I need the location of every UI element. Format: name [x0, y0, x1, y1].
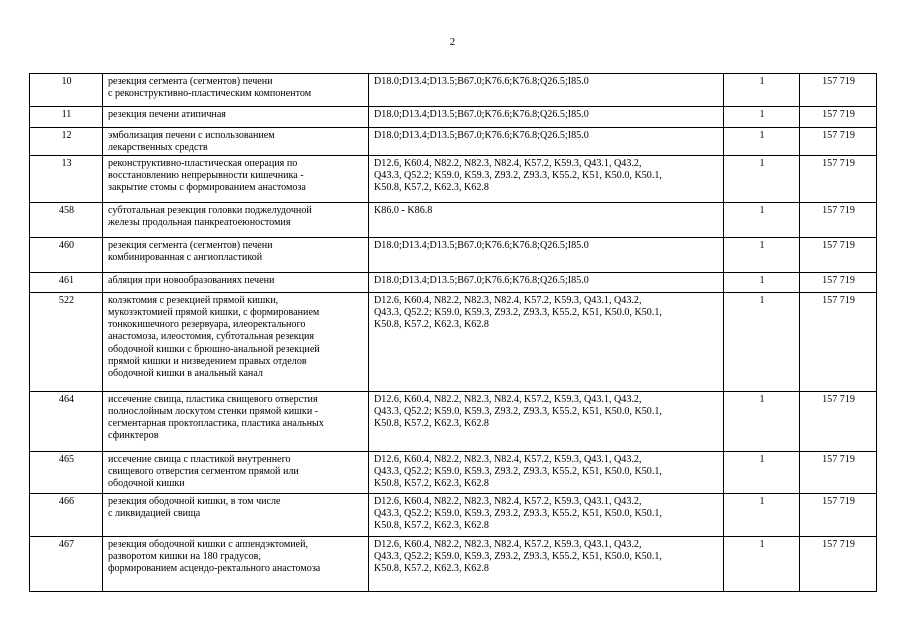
row-number-cell: 458: [30, 202, 103, 237]
diagnosis-codes-line: Q43.3, Q52.2; K59.0, K59.3, Z93.2, Z93.3, K55.2, K51, K50.0, K50.1,: [374, 507, 662, 519]
row-number-cell: 465: [30, 451, 103, 493]
table-row: [30, 128, 877, 156]
procedure-name-line: свищевого отверстия сегментом прямой или: [108, 465, 299, 477]
row-number-cell: 466: [30, 493, 103, 536]
quantity-cell: 1: [724, 292, 800, 391]
diagnosis-codes-cell: [369, 536, 724, 591]
quantity-cell: 1: [724, 74, 800, 107]
diagnosis-codes-cell: [369, 155, 724, 202]
quantity-cell: 1: [724, 451, 800, 493]
diagnosis-codes-line: D18.0;D13.4;D13.5;B67.0;K76.6;K76.8;Q26.5;I85.0: [374, 76, 589, 87]
table-row: [30, 536, 877, 591]
quantity-cell: 1: [724, 272, 800, 292]
diagnosis-codes-cell: [369, 391, 724, 451]
procedure-name-line: комбинированная с ангиопластикой: [108, 251, 263, 263]
price-cell: 157 719: [800, 493, 877, 536]
procedure-name-cell: [103, 391, 369, 451]
diagnosis-codes-cell: [369, 128, 724, 156]
procedure-name-line: формированием асцендо-ректального анастомоза: [108, 563, 321, 575]
diagnosis-codes-line: D12.6, K60.4, N82.2, N82.3, N82.4, K57.2, K59.3, Q43.1, Q43.2,: [374, 157, 642, 169]
procedure-name-line: резекция сегмента (сегментов) печени: [108, 76, 273, 87]
procedure-name-line: сфинктеров: [108, 430, 159, 442]
procedure-name-line: железы продольная панкреатоеюностомия: [108, 216, 291, 228]
diagnosis-codes-line: D12.6, K60.4, N82.2, N82.3, N82.4, K57.2, K59.3, Q43.1, Q43.2,: [374, 538, 642, 550]
procedure-name-cell: [103, 107, 369, 128]
diagnosis-codes-line: K50.8, K57.2, K62.3, K62.8: [374, 520, 489, 532]
diagnosis-codes-cell: [369, 74, 724, 107]
price-cell: 157 719: [800, 74, 877, 107]
quantity-cell: 1: [724, 155, 800, 202]
price-cell: 157 719: [800, 272, 877, 292]
procedure-name-cell: [103, 202, 369, 237]
procedure-name-line: восстановлению непрерывности кишечника -: [108, 169, 304, 181]
diagnosis-codes-line: K50.8, K57.2, K62.3, K62.8: [374, 478, 489, 490]
procedure-name-line: резекция ободочной кишки с аппендэктомией,: [108, 538, 309, 550]
table-row: [30, 74, 877, 107]
table-row: [30, 237, 877, 272]
procedure-name-cell: [103, 493, 369, 536]
procedure-name-line: тонкокишечного резервуара, илеоректального: [108, 319, 306, 331]
diagnosis-codes-line: Q43.3, Q52.2; K59.0, K59.3, Z93.2, Z93.3, K55.2, K51, K50.0, K50.1,: [374, 306, 662, 318]
row-number-cell: 11: [30, 107, 103, 128]
diagnosis-codes-line: D12.6, K60.4, N82.2, N82.3, N82.4, K57.2, K59.3, Q43.1, Q43.2,: [374, 453, 642, 465]
diagnosis-codes-line: D12.6, K60.4, N82.2, N82.3, N82.4, K57.2, K59.3, Q43.1, Q43.2,: [374, 495, 642, 507]
procedure-name-line: иссечение свища, пластика свищевого отверстия: [108, 393, 318, 405]
table-row: [30, 272, 877, 292]
procedure-name-cell: [103, 237, 369, 272]
quantity-cell: 1: [724, 493, 800, 536]
procedures-table: [29, 73, 877, 592]
procedure-name-cell: [103, 536, 369, 591]
procedure-name-line: закрытие стомы с формированием анастомоза: [108, 182, 306, 194]
procedure-name-cell: [103, 272, 369, 292]
price-cell: 157 719: [800, 391, 877, 451]
table-row: [30, 155, 877, 202]
diagnosis-codes-line: D18.0;D13.4;D13.5;B67.0;K76.6;K76.8;Q26.5;I85.0: [374, 109, 589, 120]
procedure-name-cell: [103, 451, 369, 493]
procedure-name-line: с реконструктивно-пластическим компонентом: [108, 88, 312, 100]
row-number-cell: 461: [30, 272, 103, 292]
row-number-cell: 12: [30, 128, 103, 156]
diagnosis-codes-line: D12.6, K60.4, N82.2, N82.3, N82.4, K57.2, K59.3, Q43.1, Q43.2,: [374, 294, 642, 306]
procedure-name-line: с ликвидацией свища: [108, 507, 201, 519]
table-row: [30, 391, 877, 451]
price-cell: 157 719: [800, 451, 877, 493]
diagnosis-codes-line: D18.0;D13.4;D13.5;B67.0;K76.6;K76.8;Q26.5;I85.0: [374, 274, 589, 286]
procedure-name-line: лекарственных средств: [108, 142, 208, 154]
procedure-name-line: резекция печени атипичная: [108, 109, 226, 120]
diagnosis-codes-line: K50.8, K57.2, K62.3, K62.8: [374, 418, 489, 430]
diagnosis-codes-cell: [369, 202, 724, 237]
table-row: [30, 493, 877, 536]
diagnosis-codes-line: Q43.3, Q52.2; K59.0, K59.3, Z93.2, Z93.3, K55.2, K51, K50.0, K50.1,: [374, 169, 662, 181]
row-number-cell: 522: [30, 292, 103, 391]
table-row: [30, 107, 877, 128]
diagnosis-codes-line: K86.0 - K86.8: [374, 204, 433, 216]
procedure-name-line: мукозэктомией прямой кишки, с формированием: [108, 306, 320, 318]
procedure-name-line: анастомоза, илеостомия, субтотальная резекция: [108, 331, 315, 343]
diagnosis-codes-cell: [369, 292, 724, 391]
procedure-name-line: реконструктивно-пластическая операция по: [108, 157, 298, 169]
diagnosis-codes-cell: [369, 107, 724, 128]
price-cell: 157 719: [800, 536, 877, 591]
price-cell: 157 719: [800, 292, 877, 391]
table-row: [30, 292, 877, 391]
procedure-name-line: иссечение свища с пластикой внутреннего: [108, 453, 291, 465]
procedure-name-line: ободочной кишки: [108, 478, 185, 490]
procedure-name-line: прямой кишки и низведением правых отделов: [108, 356, 307, 368]
procedure-name-cell: [103, 74, 369, 107]
row-number-cell: 467: [30, 536, 103, 591]
diagnosis-codes-line: D18.0;D13.4;D13.5;B67.0;K76.6;K76.8;Q26.5;I85.0: [374, 239, 589, 251]
diagnosis-codes-cell: [369, 493, 724, 536]
diagnosis-codes-line: Q43.3, Q52.2; K59.0, K59.3, Z93.2, Z93.3, K55.2, K51, K50.0, K50.1,: [374, 465, 662, 477]
price-cell: 157 719: [800, 202, 877, 237]
diagnosis-codes-line: K50.8, K57.2, K62.3, K62.8: [374, 563, 489, 575]
quantity-cell: 1: [724, 202, 800, 237]
diagnosis-codes-line: Q43.3, Q52.2; K59.0, K59.3, Z93.2, Z93.3, K55.2, K51, K50.0, K50.1,: [374, 405, 662, 417]
procedure-name-line: полнослойным лоскутом стенки прямой кишки -: [108, 405, 319, 417]
quantity-cell: 1: [724, 391, 800, 451]
procedure-name-line: резекция ободочной кишки, в том числе: [108, 495, 281, 507]
procedure-name-cell: [103, 128, 369, 156]
quantity-cell: 1: [724, 536, 800, 591]
procedure-name-cell: [103, 292, 369, 391]
quantity-cell: 1: [724, 237, 800, 272]
quantity-cell: 1: [724, 107, 800, 128]
row-number-cell: 13: [30, 155, 103, 202]
diagnosis-codes-cell: [369, 272, 724, 292]
diagnosis-codes-cell: [369, 451, 724, 493]
procedure-name-line: эмболизация печени с использованием: [108, 130, 275, 141]
procedure-name-line: ободочной кишки в анальный канал: [108, 368, 263, 380]
row-number-cell: 464: [30, 391, 103, 451]
procedure-name-line: ободочной кишки с брюшно-анальной резекцией: [108, 343, 320, 355]
price-cell: 157 719: [800, 237, 877, 272]
table-row: [30, 451, 877, 493]
row-number-cell: 10: [30, 74, 103, 107]
row-number-cell: 460: [30, 237, 103, 272]
diagnosis-codes-line: Q43.3, Q52.2; K59.0, K59.3, Z93.2, Z93.3, K55.2, K51, K50.0, K50.1,: [374, 550, 662, 562]
quantity-cell: 1: [724, 128, 800, 156]
table-body: [30, 74, 877, 592]
diagnosis-codes-line: K50.8, K57.2, K62.3, K62.8: [374, 182, 489, 194]
price-cell: 157 719: [800, 107, 877, 128]
page-number: 2: [449, 36, 456, 48]
price-cell: 157 719: [800, 128, 877, 156]
procedure-name-line: абляция при новообразованиях печени: [108, 274, 275, 286]
procedure-name-line: колэктомия с резекцией прямой кишки,: [108, 294, 279, 306]
diagnosis-codes-line: D12.6, K60.4, N82.2, N82.3, N82.4, K57.2, K59.3, Q43.1, Q43.2,: [374, 393, 642, 405]
procedure-name-line: сегментарная проктопластика, пластика анальных: [108, 418, 324, 430]
procedure-name-cell: [103, 155, 369, 202]
diagnosis-codes-line: D18.0;D13.4;D13.5;B67.0;K76.6;K76.8;Q26.5;I85.0: [374, 130, 589, 141]
table-row: [30, 202, 877, 237]
diagnosis-codes-line: K50.8, K57.2, K62.3, K62.8: [374, 319, 489, 331]
price-cell: 157 719: [800, 155, 877, 202]
diagnosis-codes-cell: [369, 237, 724, 272]
procedure-name-line: разворотом кишки на 180 градусов,: [108, 550, 261, 562]
procedure-name-line: резекция сегмента (сегментов) печени: [108, 239, 273, 251]
procedure-name-line: субтотальная резекция головки поджелудочной: [108, 204, 312, 216]
